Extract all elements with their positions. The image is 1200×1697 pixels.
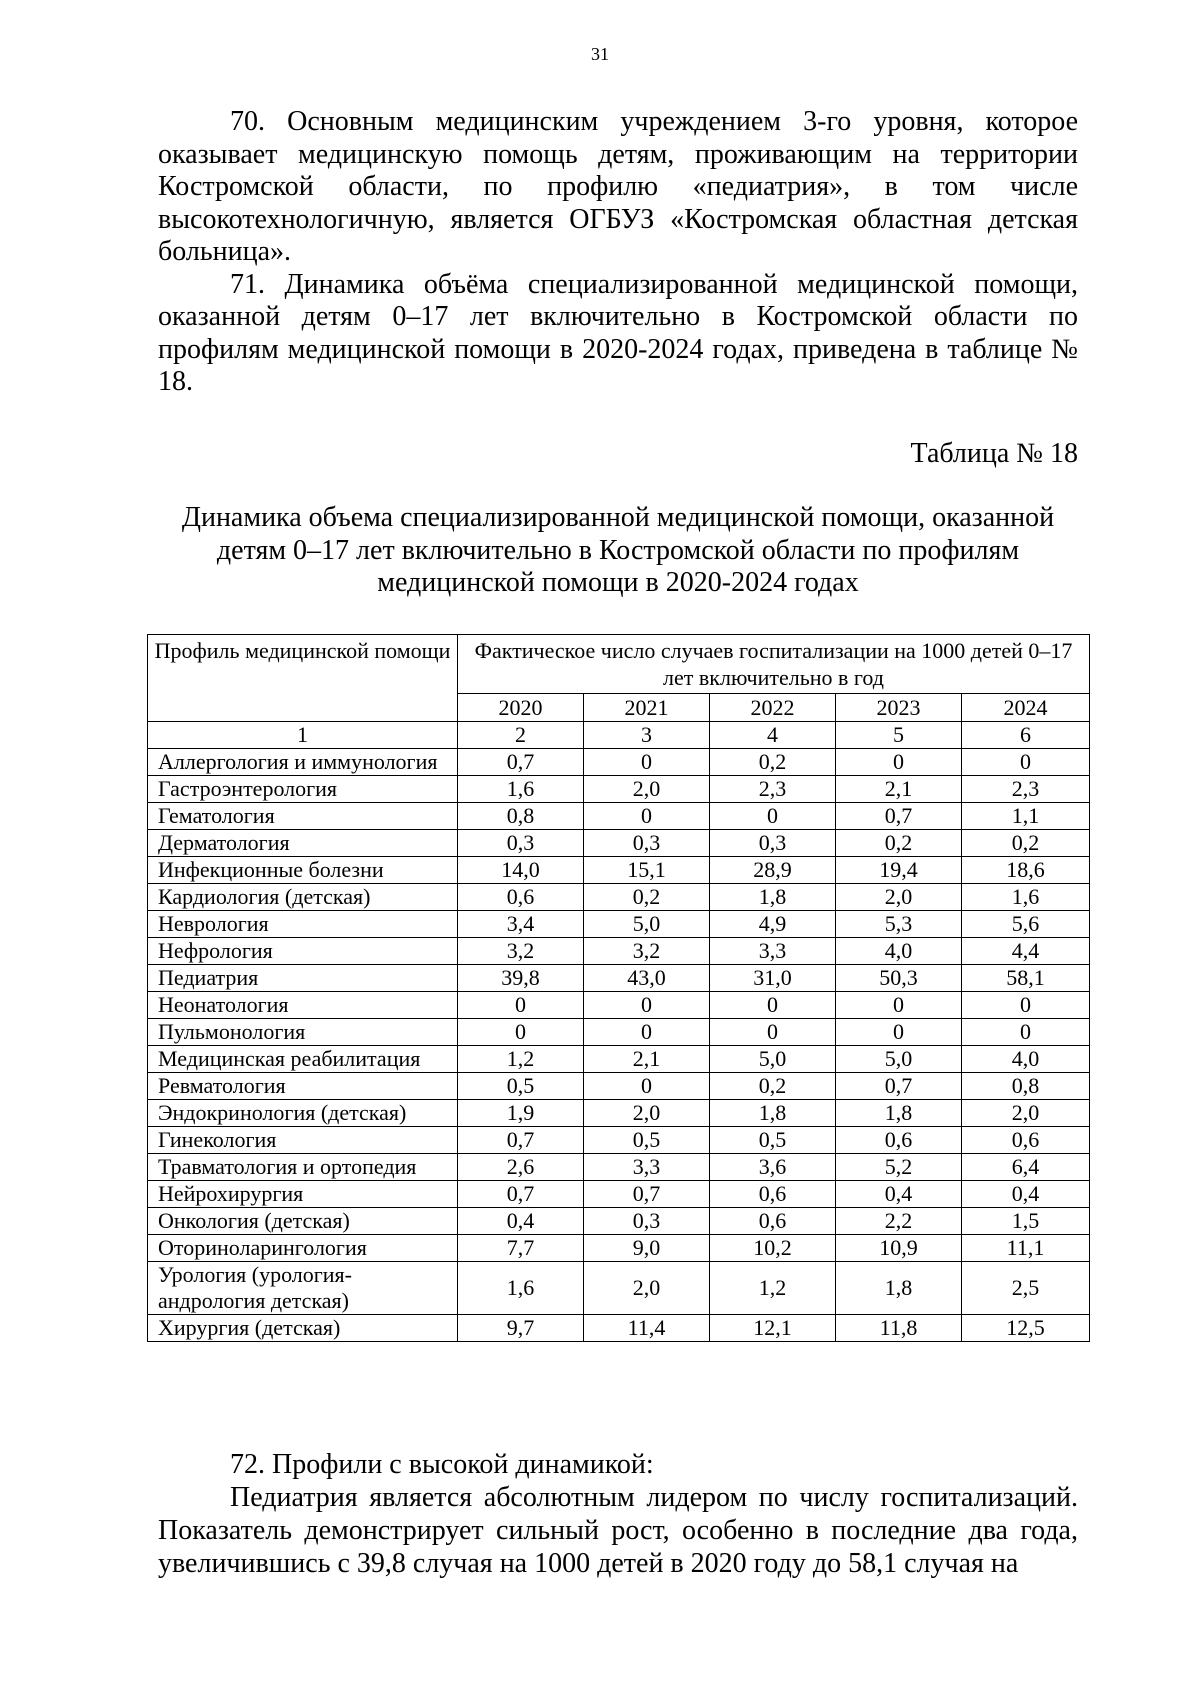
- row-label: Гематология: [148, 803, 458, 830]
- year-header: 2021: [584, 694, 710, 722]
- table-cell: 43,0: [584, 965, 710, 992]
- table-cell: 2,5: [962, 1262, 1090, 1315]
- row-label: Эндокринология (детская): [148, 1100, 458, 1127]
- table-cell: 1,2: [710, 1262, 836, 1315]
- row-label: Урология (урология-андрология детская): [148, 1262, 458, 1315]
- table-row: [148, 776, 1090, 803]
- table-row: [148, 803, 1090, 830]
- table-cell: 0,7: [584, 1181, 710, 1208]
- table-cell: 2,0: [584, 1262, 710, 1315]
- table-cell: 11,1: [962, 1235, 1090, 1262]
- table-cell: 0: [584, 992, 710, 1019]
- table-cell: 5,2: [836, 1154, 962, 1181]
- table-cell: 9,0: [584, 1235, 710, 1262]
- table-cell: 0,7: [458, 1181, 584, 1208]
- table-cell: 0: [710, 803, 836, 830]
- table-cell: 0,3: [584, 830, 710, 857]
- table-row: [148, 1100, 1090, 1127]
- table-cell: 0: [584, 1019, 710, 1046]
- header-profile: Профиль медицинской помощи: [148, 635, 458, 722]
- table-cell: 0: [836, 992, 962, 1019]
- table-cell: 0,6: [710, 1208, 836, 1235]
- table-cell: 4,4: [962, 938, 1090, 965]
- table-row: [148, 884, 1090, 911]
- row-label: Гастроэнтерология: [148, 776, 458, 803]
- column-number: 1: [148, 722, 458, 749]
- table-cell: 5,6: [962, 911, 1090, 938]
- table-row: [148, 749, 1090, 776]
- table-cell: 14,0: [458, 857, 584, 884]
- table-cell: 0: [962, 1019, 1090, 1046]
- table-cell: 4,9: [710, 911, 836, 938]
- table-cell: 2,1: [584, 1046, 710, 1073]
- year-header: 2023: [836, 694, 962, 722]
- table-cell: 28,9: [710, 857, 836, 884]
- table-cell: 0,2: [962, 830, 1090, 857]
- table-cell: 0: [962, 992, 1090, 1019]
- table-cell: 39,8: [458, 965, 584, 992]
- row-label: Педиатрия: [148, 965, 458, 992]
- table-cell: 2,0: [584, 776, 710, 803]
- row-label: Неврология: [148, 911, 458, 938]
- row-label: Инфекционные болезни: [148, 857, 458, 884]
- table-cell: 12,5: [962, 1315, 1090, 1342]
- bottom-text: [158, 1448, 1078, 1580]
- table-cell: 5,3: [836, 911, 962, 938]
- table-cell: 3,2: [458, 938, 584, 965]
- column-number: 3: [584, 722, 710, 749]
- table-cell: 0: [458, 1019, 584, 1046]
- row-label: Онкология (детская): [148, 1208, 458, 1235]
- table-cell: 1,1: [962, 803, 1090, 830]
- paragraph-72-text: Педиатрия является абсолютным лидером по числу госпитализаций. Показатель демонстрирует сильный рост, особенно в последние два года, увеличившись с 39,8 случая на 1000 детей в 2020 году до 58,1 случая на: [158, 1482, 1078, 1579]
- table-cell: 2,1: [836, 776, 962, 803]
- table-row: [148, 1046, 1090, 1073]
- table-cell: 58,1: [962, 965, 1090, 992]
- table-cell: 1,9: [458, 1100, 584, 1127]
- table-row: [148, 965, 1090, 992]
- table-row: [148, 1315, 1090, 1342]
- table-cell: 2,3: [710, 776, 836, 803]
- table-cell: 1,6: [458, 776, 584, 803]
- table-cell: 11,8: [836, 1315, 962, 1342]
- table-cell: 15,1: [584, 857, 710, 884]
- table-cell: 0: [710, 992, 836, 1019]
- row-label: Травматология и ортопедия: [148, 1154, 458, 1181]
- column-number: 4: [710, 722, 836, 749]
- table-cell: 0,2: [710, 1073, 836, 1100]
- table-cell: 0,6: [710, 1181, 836, 1208]
- table-cell: 0,2: [710, 749, 836, 776]
- table-cell: 3,3: [584, 1154, 710, 1181]
- hospitalization-table: [147, 634, 1090, 1342]
- table-cell: 10,9: [836, 1235, 962, 1262]
- table-cell: 0,2: [836, 830, 962, 857]
- table-cell: 0,6: [836, 1127, 962, 1154]
- table-cell: 50,3: [836, 965, 962, 992]
- table-cell: 1,6: [962, 884, 1090, 911]
- column-numbers-row: [148, 722, 1090, 749]
- table-cell: 0,4: [458, 1208, 584, 1235]
- table-cell: 0,5: [584, 1127, 710, 1154]
- table-row: [148, 1235, 1090, 1262]
- paragraph-70: 70. Основным медицинским учреждением 3-го уровня, которое оказывает медицинскую помощь детям, проживающим на территории Костромской области, по профилю «педиатрия», в том числе высокотехнологичную, является ОГБУЗ «Костромская областная детская больница».: [158, 106, 1078, 267]
- column-number: 6: [962, 722, 1090, 749]
- table-cell: 5,0: [584, 911, 710, 938]
- table-cell: 2,0: [962, 1100, 1090, 1127]
- row-label: Нефрология: [148, 938, 458, 965]
- row-label: Хирургия (детская): [148, 1315, 458, 1342]
- row-label: Неонатология: [148, 992, 458, 1019]
- year-header: 2024: [962, 694, 1090, 722]
- table-cell: 0: [836, 749, 962, 776]
- paragraph-71: 71. Динамика объёма специализированной медицинской помощи, оказанной детям 0–17 лет включительно в Костромской области по профилям медицинской помощи в 2020-2024 годах, приведена в таблице № 18.: [158, 268, 1078, 397]
- table-cell: 4,0: [836, 938, 962, 965]
- table-cell: 0,7: [836, 1073, 962, 1100]
- table-cell: 3,2: [584, 938, 710, 965]
- row-label: Медицинская реабилитация: [148, 1046, 458, 1073]
- row-label: Пульмонология: [148, 1019, 458, 1046]
- row-label: Гинекология: [148, 1127, 458, 1154]
- table-cell: 1,2: [458, 1046, 584, 1073]
- table-cell: 10,2: [710, 1235, 836, 1262]
- table-cell: 3,3: [710, 938, 836, 965]
- table-cell: 0: [584, 749, 710, 776]
- table-cell: 1,8: [710, 884, 836, 911]
- table-cell: 2,0: [584, 1100, 710, 1127]
- table-cell: 1,8: [836, 1262, 962, 1315]
- header-metric: Фактическое число случаев госпитализации на 1000 детей 0–17 лет включительно в год: [458, 635, 1090, 694]
- table-cell: 0: [584, 1073, 710, 1100]
- table-cell: 0,8: [962, 1073, 1090, 1100]
- table-cell: 0,4: [836, 1181, 962, 1208]
- table-cell: 0,3: [458, 830, 584, 857]
- table-row: [148, 857, 1090, 884]
- page-number: 31: [591, 44, 609, 64]
- table-cell: 0: [458, 992, 584, 1019]
- table-cell: 0: [584, 803, 710, 830]
- table-cell: 0,4: [962, 1181, 1090, 1208]
- table-cell: 0,6: [458, 884, 584, 911]
- table-cell: 31,0: [710, 965, 836, 992]
- table-cell: 0,3: [584, 1208, 710, 1235]
- table-cell: 6,4: [962, 1154, 1090, 1181]
- table-cell: 2,0: [836, 884, 962, 911]
- row-label: Нейрохирургия: [148, 1181, 458, 1208]
- table-body: [148, 749, 1090, 1342]
- table-row: [148, 992, 1090, 1019]
- table-cell: 11,4: [584, 1315, 710, 1342]
- table-cell: 0,3: [710, 830, 836, 857]
- table-row: [148, 911, 1090, 938]
- column-number: 2: [458, 722, 584, 749]
- table-caption: Динамика объема специализированной медицинской помощи, оказанной детям 0–17 лет включительно в Костромской области по профилям медицинской помощи в 2020-2024 годах: [181, 502, 1055, 598]
- table-cell: 0: [962, 749, 1090, 776]
- table-cell: 5,0: [836, 1046, 962, 1073]
- column-number: 5: [836, 722, 962, 749]
- table-cell: 19,4: [836, 857, 962, 884]
- table-cell: 1,5: [962, 1208, 1090, 1235]
- table-cell: 0,7: [458, 749, 584, 776]
- table-cell: 5,0: [710, 1046, 836, 1073]
- table-cell: 0,2: [584, 884, 710, 911]
- table-row: [148, 1019, 1090, 1046]
- table-cell: 9,7: [458, 1315, 584, 1342]
- table-cell: 0,7: [458, 1127, 584, 1154]
- row-label: Кардиология (детская): [148, 884, 458, 911]
- table-cell: 0,5: [458, 1073, 584, 1100]
- table-cell: 1,6: [458, 1262, 584, 1315]
- table-cell: 7,7: [458, 1235, 584, 1262]
- table-cell: 0,5: [710, 1127, 836, 1154]
- table-cell: 3,4: [458, 911, 584, 938]
- table-row: [148, 1262, 1090, 1315]
- row-label: Дерматология: [148, 830, 458, 857]
- table-cell: 0: [710, 1019, 836, 1046]
- row-label: Ревматология: [148, 1073, 458, 1100]
- table-cell: 1,8: [710, 1100, 836, 1127]
- table-cell: 0,8: [458, 803, 584, 830]
- table-row: [148, 1127, 1090, 1154]
- table-row: [148, 1181, 1090, 1208]
- table-cell: 0: [836, 1019, 962, 1046]
- intro-text: [158, 106, 1078, 399]
- table-row: [148, 1073, 1090, 1100]
- row-label: Аллергология и иммунология: [148, 749, 458, 776]
- year-header: 2020: [458, 694, 584, 722]
- table-cell: 18,6: [962, 857, 1090, 884]
- table-number: Таблица № 18: [910, 438, 1078, 469]
- table-row: [148, 830, 1090, 857]
- table-cell: 1,8: [836, 1100, 962, 1127]
- row-label: Оториноларингология: [148, 1235, 458, 1262]
- table-cell: 0,7: [836, 803, 962, 830]
- table-cell: 12,1: [710, 1315, 836, 1342]
- table-cell: 4,0: [962, 1046, 1090, 1073]
- table-row: [148, 1208, 1090, 1235]
- table-cell: 2,2: [836, 1208, 962, 1235]
- table-row: [148, 1154, 1090, 1181]
- paragraph-72-heading: 72. Профили с высокой динамикой:: [230, 1449, 654, 1480]
- table-cell: 3,6: [710, 1154, 836, 1181]
- year-header: 2022: [710, 694, 836, 722]
- table-cell: 2,6: [458, 1154, 584, 1181]
- table-row: [148, 938, 1090, 965]
- table-cell: 0,6: [962, 1127, 1090, 1154]
- table-cell: 2,3: [962, 776, 1090, 803]
